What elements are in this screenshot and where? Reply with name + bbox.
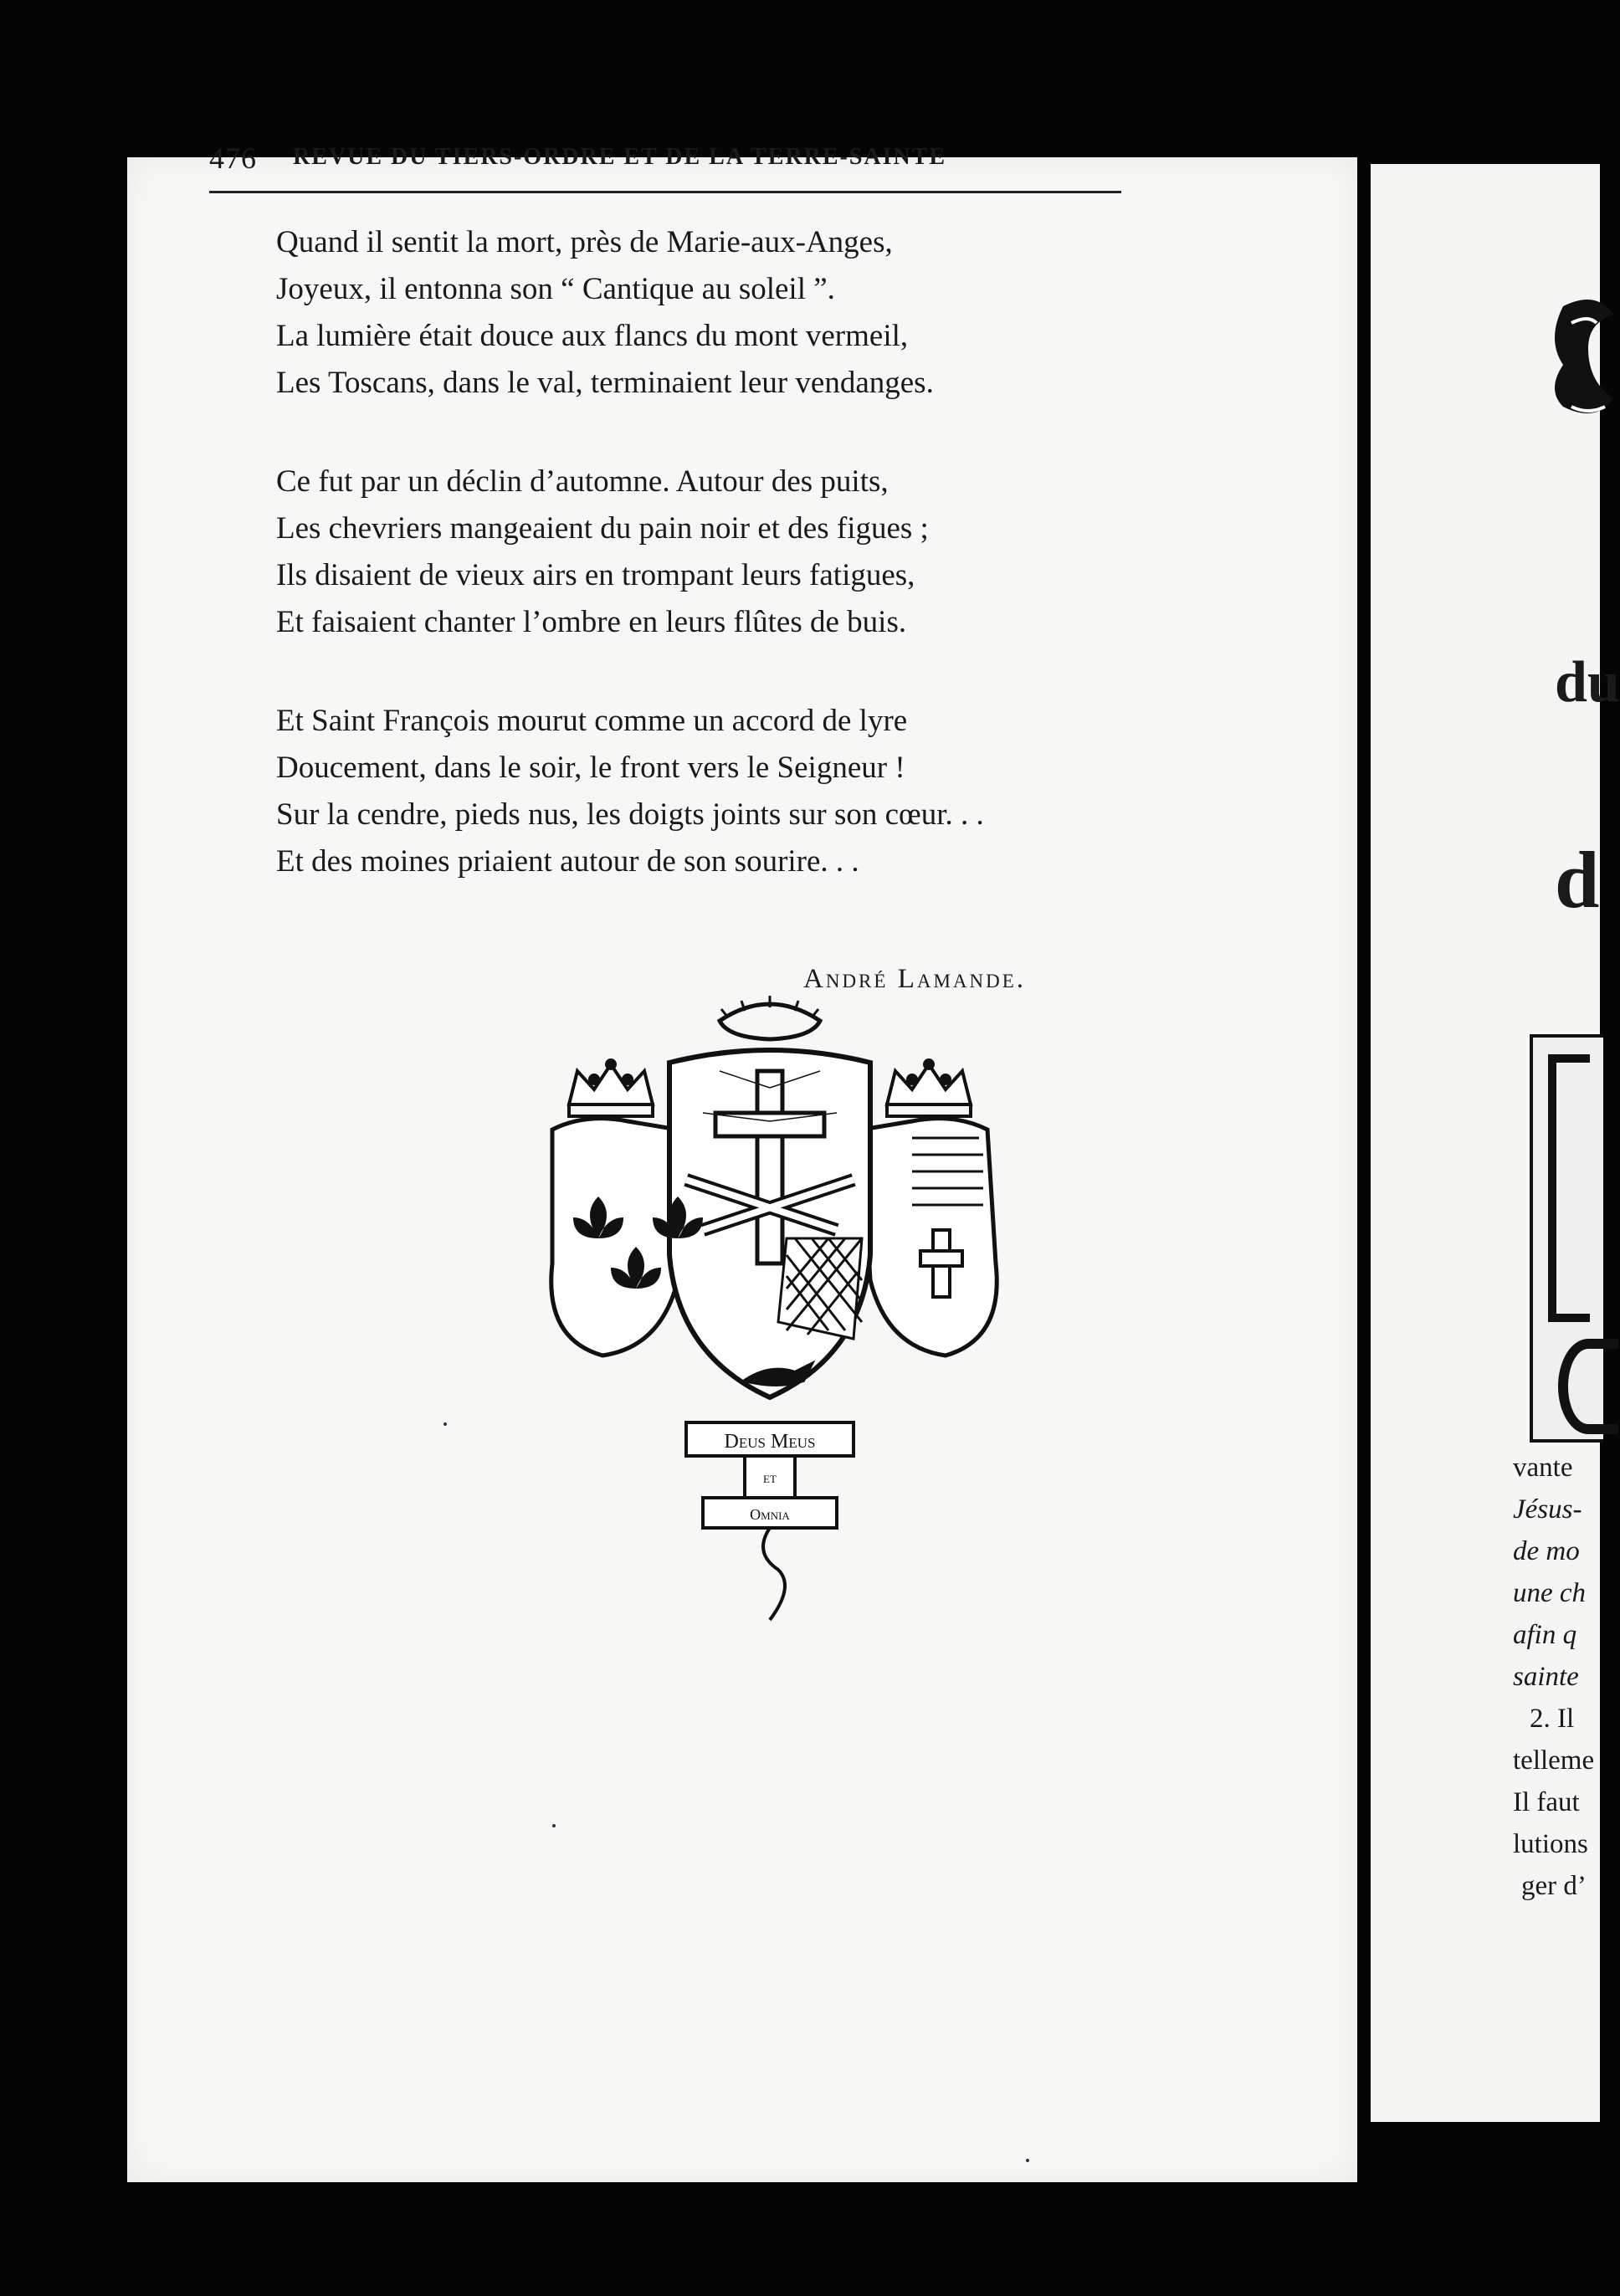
text-fragment: vante <box>1513 1453 1573 1483</box>
text-fragment: de mo <box>1513 1536 1580 1566</box>
thorn-crown-icon <box>720 1004 820 1039</box>
left-shield <box>551 1119 678 1356</box>
text-fragment: une ch <box>1513 1578 1587 1608</box>
text-fragment: afin q <box>1513 1620 1577 1650</box>
text-fragment: Jésus- <box>1513 1494 1582 1525</box>
poem-line: Et faisaient chanter l’ombre en leurs flûtes de buis. <box>276 605 907 639</box>
page-header <box>209 141 1121 193</box>
right-page <box>1371 164 1620 2122</box>
poem-line: Les Toscans, dans le val, terminaient leur vendanges. <box>276 366 934 400</box>
lattice-pattern <box>778 1238 862 1339</box>
text-fragment: 2. Il <box>1530 1704 1575 1734</box>
poem-author: André Lamande. <box>803 964 1027 994</box>
text-fragment: Il faut <box>1513 1787 1580 1817</box>
poem-line: Et des moines priaient autour de son sourire. . . <box>276 844 859 879</box>
text-fragment: ger d’ <box>1521 1871 1587 1901</box>
speck <box>552 1824 556 1827</box>
page-number: 476 <box>209 141 257 175</box>
gothic-word: du <box>1555 650 1620 715</box>
coat-of-arms-emblem <box>519 987 1021 1623</box>
poem-line: Ils disaient de vieux airs en trompant leurs fatigues, <box>276 558 915 592</box>
gothic-initial: d <box>1555 835 1600 925</box>
motto-line-3: Omnia <box>750 1506 790 1523</box>
poem-line: La lumière était douce aux flancs du mont vermeil, <box>276 319 909 353</box>
text-fragment: lutions <box>1513 1829 1588 1859</box>
text-fragment: sainte <box>1513 1662 1579 1692</box>
text-fragment: telleme <box>1513 1745 1595 1776</box>
poem-line: Et Saint François mourut comme un accord de lyre <box>276 704 908 738</box>
poem-line: Les chevriers mangeaient du pain noir et des figues ; <box>276 511 929 546</box>
poem-line: Quand il sentit la mort, près de Marie-aux-Anges, <box>276 225 893 259</box>
poem-line: Ce fut par un déclin d’automne. Autour des puits, <box>276 464 889 499</box>
stanza <box>276 698 1155 885</box>
running-title: REVUE DU TIERS-ORDRE ET DE LA TERRE-SAINTE <box>293 144 947 170</box>
poem-line: Sur la cendre, pieds nus, les doigts joints sur son cœur. . . <box>276 797 984 832</box>
poem-line: Doucement, dans le soir, le front vers le Seigneur ! <box>276 751 905 785</box>
motto-line-2: et <box>763 1469 777 1486</box>
speck <box>1026 2159 1029 2162</box>
poem-line: Joyeux, il entonna son “ Cantique au soleil ”. <box>276 272 835 306</box>
poem <box>276 219 1155 937</box>
drop-cap-box <box>1530 1034 1603 1443</box>
stanza <box>276 459 1155 646</box>
ornamental-letter-icon <box>1546 290 1613 448</box>
speck <box>443 1422 447 1426</box>
motto-line-1: Deus Meus <box>724 1431 816 1453</box>
stanza <box>276 219 1155 407</box>
left-crown-icon <box>569 1060 653 1116</box>
right-crown-icon <box>887 1060 971 1116</box>
